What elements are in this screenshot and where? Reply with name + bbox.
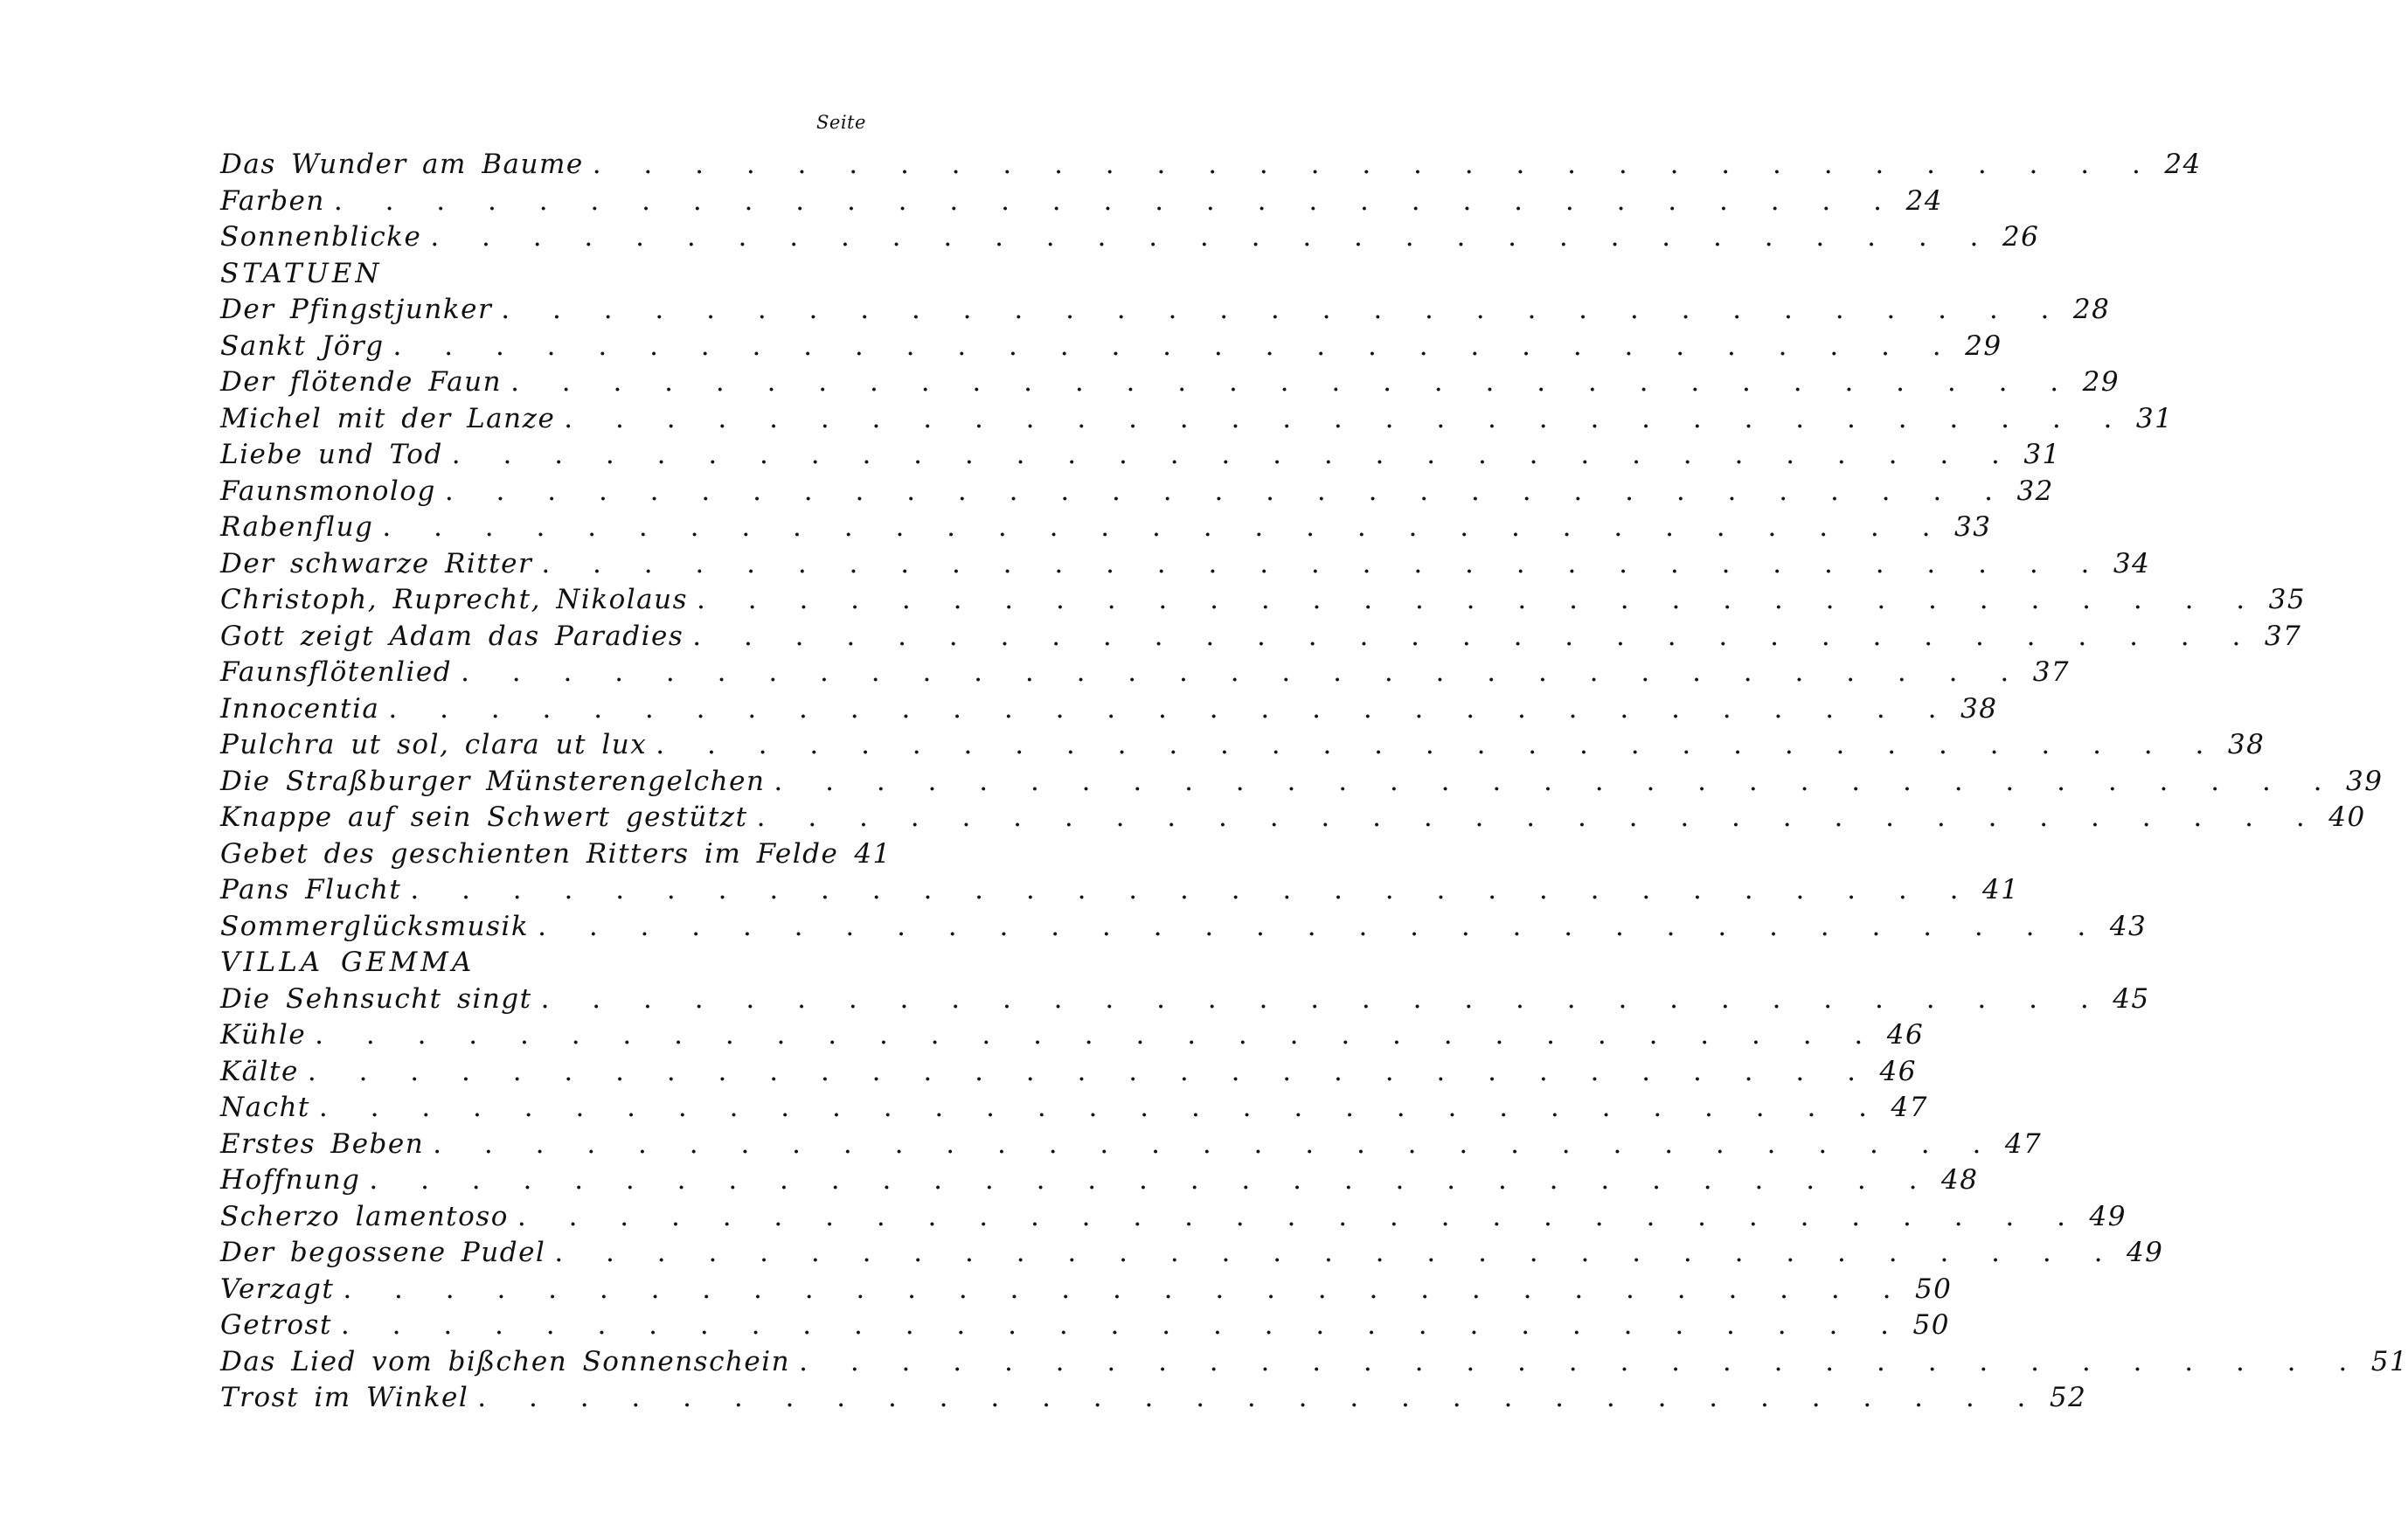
- toc-entry: [220, 149, 2202, 185]
- toc-entry: [220, 729, 2266, 766]
- toc-entry: [220, 1382, 2087, 1419]
- entry-page-number: 47: [1891, 1092, 1928, 1123]
- toc-entry: [220, 1092, 1928, 1128]
- leader-dots: . . . . . . . . . . . . . . . . . . . . . . . . . . . . . . .: [799, 1345, 2364, 1377]
- page-column-header: Seite: [816, 112, 866, 133]
- entry-title: Der Pfingstjunker: [220, 294, 493, 325]
- entry-title: Verzagt: [220, 1273, 335, 1305]
- leader-dots: . . . . . . . . . . . . . . . . . . . . . . . . . . . . . . .: [592, 149, 2158, 180]
- entry-page-number: 46: [1886, 1019, 1925, 1051]
- section-title: STATUEN: [220, 257, 383, 289]
- entry-page-number: 49: [2089, 1200, 2127, 1232]
- entry-page-number: 37: [2264, 620, 2302, 652]
- toc-entry: [220, 765, 2384, 802]
- entry-title: Pans Flucht: [220, 874, 402, 905]
- entry-page-number: 39: [2346, 765, 2384, 797]
- entry-title: Der flötende Faun: [220, 366, 503, 398]
- leader-dots: . . . . . . . . . . . . . . . . . . . . . . . . . . . . . . .: [697, 584, 2262, 615]
- entry-title: Michel mit der Lanze: [220, 402, 556, 434]
- toc-entry: [220, 656, 2071, 693]
- toc-section-heading: [220, 947, 871, 983]
- toc-entry: [220, 584, 2307, 621]
- entry-page-number: 50: [1914, 1273, 1953, 1305]
- leader-dots: . . . . . . . . . . . . . . . . . . . . . . . . . . . . . . .: [541, 547, 2106, 579]
- entry-page-number: 48: [1941, 1164, 1979, 1196]
- leader-dots: . . . . . . . . . . . . . . . . . . . . . . . . . . . . . . .: [538, 910, 2103, 942]
- leader-dots: . . . . . . . . . . . . . . . . . . . . . . . . . . . . . . .: [444, 475, 2010, 507]
- entry-title: Gebet des geschienten Ritters im Felde: [220, 837, 839, 870]
- toc-entry: [220, 1273, 1953, 1310]
- entry-title: Knappe auf sein Schwert gestützt: [220, 801, 748, 833]
- entry-page-number: 38: [2227, 729, 2266, 760]
- toc-entry: [220, 801, 2366, 838]
- leader-dots: . . . . . . . . . . . . . . . . . . . . . . . . . . . . . . .: [477, 1382, 2043, 1413]
- entry-page-number: 29: [1965, 329, 2002, 362]
- toc-entry: [220, 1019, 1925, 1056]
- leader-dots: . . . . . . . . . . . . . . . . . . . . . . . . . . . . . . .: [382, 511, 1947, 543]
- entry-title: Sonnenblicke: [220, 221, 422, 253]
- entry-page-number: 37: [2032, 656, 2071, 688]
- entry-page-number: 31: [2135, 402, 2174, 434]
- leader-dots: . . . . . . . . . . . . . . . . . . . . . . . . . . . . . . .: [517, 1200, 2083, 1232]
- leader-dots: . . . . . . . . . . . . . . . . . . . . . . . . . . . . . . .: [388, 692, 1953, 725]
- leader-dots: . . . . . . . . . . . . . . . . . . . . . . . . . . . . . . .: [501, 294, 2066, 325]
- entry-title: Scherzo lamentoso: [220, 1200, 509, 1232]
- leader-dots: . . . . . . . . . . . . . . . . . . . . . . . . . . . . . . .: [656, 729, 2221, 760]
- entry-title: Christoph, Ruprecht, Nikolaus: [220, 584, 689, 615]
- toc-section-heading: [220, 258, 871, 295]
- entry-title: Der schwarze Ritter: [220, 547, 533, 579]
- toc-entry: [220, 910, 2148, 947]
- entry-page-number: 50: [1912, 1309, 1950, 1341]
- leader-dots: . . . . . . . . . . . . . . . . . . . . . . . . . . . . . . .: [333, 184, 1899, 217]
- leader-dots: . . . . . . . . . . . . . . . . . . . . . . . . . . . . . . .: [461, 656, 2026, 688]
- toc-entry: [220, 475, 2054, 512]
- entry-page-number: 49: [2126, 1237, 2164, 1268]
- toc-entry: [220, 837, 892, 875]
- leader-dots: . . . . . . . . . . . . . . . . . . . . . . . . . . . . . . .: [315, 1019, 1880, 1051]
- entry-title: Der begossene Pudel: [220, 1237, 546, 1268]
- entry-page-number: 24: [1905, 184, 1943, 217]
- toc-entry: [220, 329, 2002, 367]
- entry-title: Innocentia: [220, 692, 380, 725]
- entry-title: Faunsmonolog: [220, 475, 436, 507]
- leader-dots: . . . . . . . . . . . . . . . . . . . . . . . . . . . . . . .: [774, 765, 2340, 797]
- entry-title: Die Sehnsucht singt: [220, 982, 532, 1015]
- entry-page-number: 45: [2113, 982, 2150, 1015]
- entry-title: Kühle: [220, 1019, 307, 1051]
- leader-dots: . . . . . . . . . . . . . . . . . . . . . . . . . . . . . . .: [392, 329, 1959, 362]
- entry-title: Gott zeigt Adam das Paradies: [220, 620, 684, 652]
- toc-entry: [220, 221, 2040, 258]
- entry-title: Pulchra ut sol, clara ut lux: [220, 729, 648, 760]
- entry-title: Farben: [220, 184, 325, 217]
- section-title: VILLA GEMMA: [220, 947, 475, 978]
- leader-dots: . . . . . . . . . . . . . . . . . . . . . . . . . . . . . . .: [340, 1309, 1906, 1341]
- entry-page-number: 26: [2002, 221, 2040, 253]
- table-of-contents: [220, 149, 2408, 1419]
- entry-title: Nacht: [220, 1092, 310, 1123]
- leader-dots: . . . . . . . . . . . . . . . . . . . . . . . . . . . . . . .: [307, 1055, 1873, 1087]
- entry-page-number: 34: [2113, 547, 2151, 579]
- entry-title: Faunsflötenlied: [220, 656, 453, 688]
- entry-page-number: 33: [1954, 511, 1992, 543]
- toc-entry: [220, 620, 2302, 657]
- leader-dots: . . . . . . . . . . . . . . . . . . . . . . . . . . . . . . .: [410, 874, 1975, 905]
- toc-entry: [220, 1309, 1950, 1346]
- leader-dots: . . . . . . . . . . . . . . . . . . . . . . . . . . . . . . .: [343, 1273, 1908, 1305]
- toc-entry: [220, 1055, 1917, 1093]
- leader-dots: . . . . . . . . . . . . . . . . . . . . . . . . . . . . . . .: [369, 1164, 1934, 1196]
- entry-title: Sankt Jörg: [220, 329, 385, 362]
- entry-page-number: 43: [2109, 910, 2148, 942]
- toc-entry: [220, 1200, 2127, 1238]
- entry-page-number: 46: [1879, 1055, 1917, 1087]
- entry-title: Trost im Winkel: [220, 1382, 469, 1413]
- entry-page-number: 32: [2016, 475, 2054, 507]
- entry-page-number: 52: [2049, 1382, 2087, 1413]
- leader-dots: . . . . . . . . . . . . . . . . . . . . . . . . . . . . . . .: [430, 221, 1995, 253]
- leader-dots: . . . . . . . . . . . . . . . . . . . . . . . . . . . . . . .: [692, 620, 2258, 652]
- toc-entry: [220, 1345, 2408, 1383]
- toc-entry: [220, 439, 2061, 475]
- entry-page-number: 28: [2072, 294, 2111, 325]
- toc-entry: [220, 1164, 1979, 1201]
- entry-title: Das Wunder am Baume: [220, 149, 584, 180]
- entry-page-number: 24: [2164, 149, 2202, 180]
- entry-title: Liebe und Tod: [220, 439, 443, 470]
- toc-entry: [220, 184, 1943, 222]
- entry-title: Sommerglücksmusik: [220, 910, 530, 942]
- leader-dots: . . . . . . . . . . . . . . . . . . . . . . . . . . . . . . .: [510, 366, 2076, 398]
- toc-entry: [220, 294, 2111, 330]
- toc-entry: [220, 982, 2150, 1020]
- entry-page-number: 31: [2023, 439, 2061, 470]
- entry-page-number: 47: [2004, 1127, 2043, 1160]
- leader-dots: . . . . . . . . . . . . . . . . . . . . . . . . . . . . . . .: [554, 1237, 2120, 1268]
- toc-entry: [220, 511, 1992, 548]
- toc-entry: [220, 1237, 2164, 1273]
- leader-dots: . . . . . . . . . . . . . . . . . . . . . . . . . . . . . . .: [451, 439, 2017, 470]
- entry-page-number: 38: [1960, 692, 1998, 725]
- toc-entry: [220, 366, 2120, 403]
- toc-entry: [220, 874, 2020, 911]
- entry-title: Die Straßburger Münsterengelchen: [220, 765, 766, 797]
- entry-title: Hoffnung: [220, 1164, 361, 1196]
- entry-page-number: 41: [1981, 874, 2020, 905]
- entry-title: Rabenflug: [220, 511, 374, 543]
- entry-title: Das Lied vom bißchen Sonnenschein: [220, 1345, 791, 1377]
- toc-entry: [220, 692, 1998, 730]
- entry-title: Kälte: [220, 1055, 299, 1087]
- leader-dots: . . . . . . . . . . . . . . . . . . . . . . . . . . . . . . .: [540, 982, 2106, 1015]
- leader-dots: . . . . . . . . . . . . . . . . . . . . . . . . . . . . . . .: [433, 1127, 1998, 1160]
- entry-page-number: 40: [2328, 801, 2366, 833]
- leader-dots: . . . . . . . . . . . . . . . . . . . . . . . . . . . . . . .: [564, 402, 2129, 434]
- leader-dots: . . . . . . . . . . . . . . . . . . . . . . . . . . . . . . .: [756, 801, 2322, 833]
- entry-page-number: 29: [2082, 366, 2120, 398]
- toc-entry: [220, 547, 2151, 585]
- entry-title: Getrost: [220, 1309, 332, 1341]
- toc-entry: [220, 402, 2174, 440]
- entry-page-number: 51: [2370, 1345, 2408, 1377]
- leader-dots: . . . . . . . . . . . . . . . . . . . . . . . . . . . . . . .: [318, 1092, 1884, 1123]
- toc-entry: [220, 1127, 2043, 1165]
- entry-page-number: 41: [854, 837, 892, 870]
- entry-page-number: 35: [2268, 584, 2307, 615]
- entry-title: Erstes Beben: [220, 1127, 425, 1160]
